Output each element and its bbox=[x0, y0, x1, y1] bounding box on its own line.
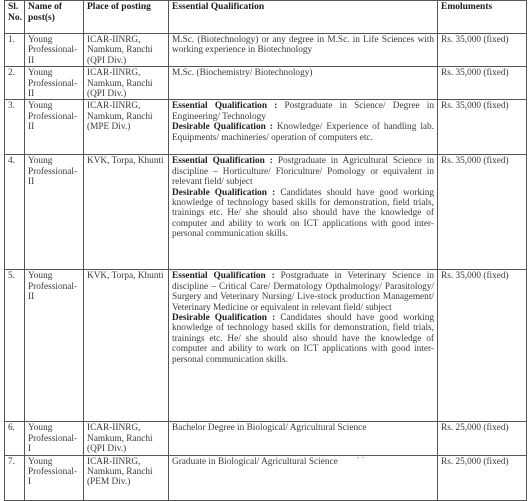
essential-label: Essential Qualification : bbox=[172, 271, 275, 282]
cell-qualification bbox=[169, 455, 438, 500]
table-header-row bbox=[5, 1, 527, 34]
essential-text: M.Sc. (Biotechnology) or any degree in M.Sc. in Life Sciences with working experience in Biotechnology bbox=[172, 35, 434, 56]
cell-post-name: Young Professional-I bbox=[25, 422, 84, 455]
cell-post-name: Young Professional-II bbox=[25, 100, 84, 155]
cell-qualification bbox=[169, 67, 438, 100]
header-place-of-posting: Place of posting bbox=[84, 1, 169, 34]
table-row bbox=[5, 455, 527, 500]
table-row bbox=[5, 67, 527, 100]
desirable-text: Candidates should have good working knowledge of technology based skills for demonstration, field trials, trainings etc. He/ she should also should have the knowledge of computer and ability to work on ICT applications with good inter-personal communication skills. bbox=[172, 187, 435, 240]
table-row bbox=[5, 422, 527, 455]
cell-sl: 5. bbox=[5, 270, 25, 422]
cell-place: ICAR-IINRG, Namkum, Ranchi (QPI Div.) bbox=[84, 67, 169, 100]
essential-text: Postgraduate in Science/ Degree in Engineering/ Technology bbox=[172, 101, 434, 122]
cell-place: ICAR-IINRG, Namkum, Ranchi (MPE Div.) bbox=[84, 100, 169, 155]
essential-text: M.Sc. (Biochemistry/ Biotechnology) bbox=[172, 68, 313, 79]
cell-sl: 3. bbox=[5, 100, 25, 155]
header-name-of-post: Name of post(s) bbox=[25, 1, 84, 34]
cell-qualification bbox=[169, 270, 438, 422]
cell-qualification bbox=[169, 34, 438, 67]
cell-post-name: Young Professional-II bbox=[25, 67, 84, 100]
cell-qualification bbox=[169, 100, 438, 155]
desirable-label: Desirable Qualification : bbox=[172, 122, 273, 133]
cell-post-name: Young Professional-I bbox=[25, 455, 84, 500]
cell-place: KVK, Torpa, Khunti bbox=[84, 270, 169, 422]
cell-place: ICAR-IINRG, Namkum, Ranchi (QPI Div.) bbox=[84, 34, 169, 67]
cell-emoluments: Rs. 35,000 (fixed) bbox=[438, 155, 527, 270]
header-sl-no: Sl. No. bbox=[5, 1, 25, 34]
essential-text: Postgraduate in Veterinary Science in discipline – Critical Care/ Dermatology Opthalmology/ Parasitology/ Surgery and Veterinary Nursing/ Live-stock production Management/ Veterinary Medicine or equivalent in relevant field/ subject bbox=[172, 271, 435, 313]
cell-post-name: Young Professional-II bbox=[25, 270, 84, 422]
cell-place: ICAR-IINRG, Namkum, Ranchi (QPI Div.) bbox=[84, 422, 169, 455]
cell-emoluments: Rs. 35,000 (fixed) bbox=[438, 100, 527, 155]
cell-sl: 7. bbox=[5, 455, 25, 500]
cell-place: KVK, Torpa, Khunti bbox=[84, 155, 169, 270]
cell-emoluments: Rs. 25,000 (fixed) bbox=[438, 455, 527, 500]
table-row bbox=[5, 34, 527, 67]
cell-place: ICAR-IINRG, Namkum, Ranchi (PEM Div.) bbox=[84, 455, 169, 500]
cell-sl: 4. bbox=[5, 155, 25, 270]
cell-emoluments: Rs. 25,000 (fixed) bbox=[438, 422, 527, 455]
essential-label: Essential Qualification : bbox=[172, 101, 278, 112]
desirable-label: Desirable Qualification : bbox=[172, 313, 276, 324]
cell-qualification bbox=[169, 422, 438, 455]
essential-text: Graduate in Biological/ Agricultural Science bbox=[172, 456, 338, 467]
scan-specks: .. bbox=[357, 451, 367, 460]
header-emoluments: Emoluments bbox=[438, 1, 527, 34]
essential-text: Postgraduate in Agricultural Science in discipline – Horticulture/ Floriculture/ Pomology or equivalent in relevant field/ subject bbox=[172, 156, 434, 188]
cell-sl: 1. bbox=[5, 34, 25, 67]
cell-sl: 6. bbox=[5, 422, 25, 455]
cell-emoluments: Rs. 35,000 (fixed) bbox=[438, 34, 527, 67]
cell-emoluments: Rs. 35,000 (fixed) bbox=[438, 270, 527, 422]
table-row bbox=[5, 155, 527, 270]
cell-emoluments: Rs. 35,000 (fixed) bbox=[438, 67, 527, 100]
essential-label: Essential Qualification : bbox=[172, 156, 273, 167]
header-essential-qualification: Essential Qualification bbox=[169, 1, 438, 34]
posts-table bbox=[4, 0, 527, 501]
desirable-text: Knowledge/ Experience of handling lab. Equipments/ machineries/ operation of computers etc. bbox=[172, 122, 435, 143]
table-row bbox=[5, 100, 527, 155]
essential-text: Bachelor Degree in Biological/ Agricultural Science bbox=[172, 423, 367, 434]
cell-qualification bbox=[169, 155, 438, 270]
cell-post-name: Young Professional-II bbox=[25, 155, 84, 270]
desirable-text: Candidates should have good working knowledge of technology based skills for demonstration, field trials, trainings etc. He/ she should also should have the knowledge of computer and ability to work on ICT applications with good inter-personal communication skills. bbox=[172, 313, 435, 365]
table-row bbox=[5, 270, 527, 422]
cell-sl: 2. bbox=[5, 67, 25, 100]
cell-post-name: Young Professional-II bbox=[25, 34, 84, 67]
desirable-label: Desirable Qualification : bbox=[172, 187, 276, 198]
